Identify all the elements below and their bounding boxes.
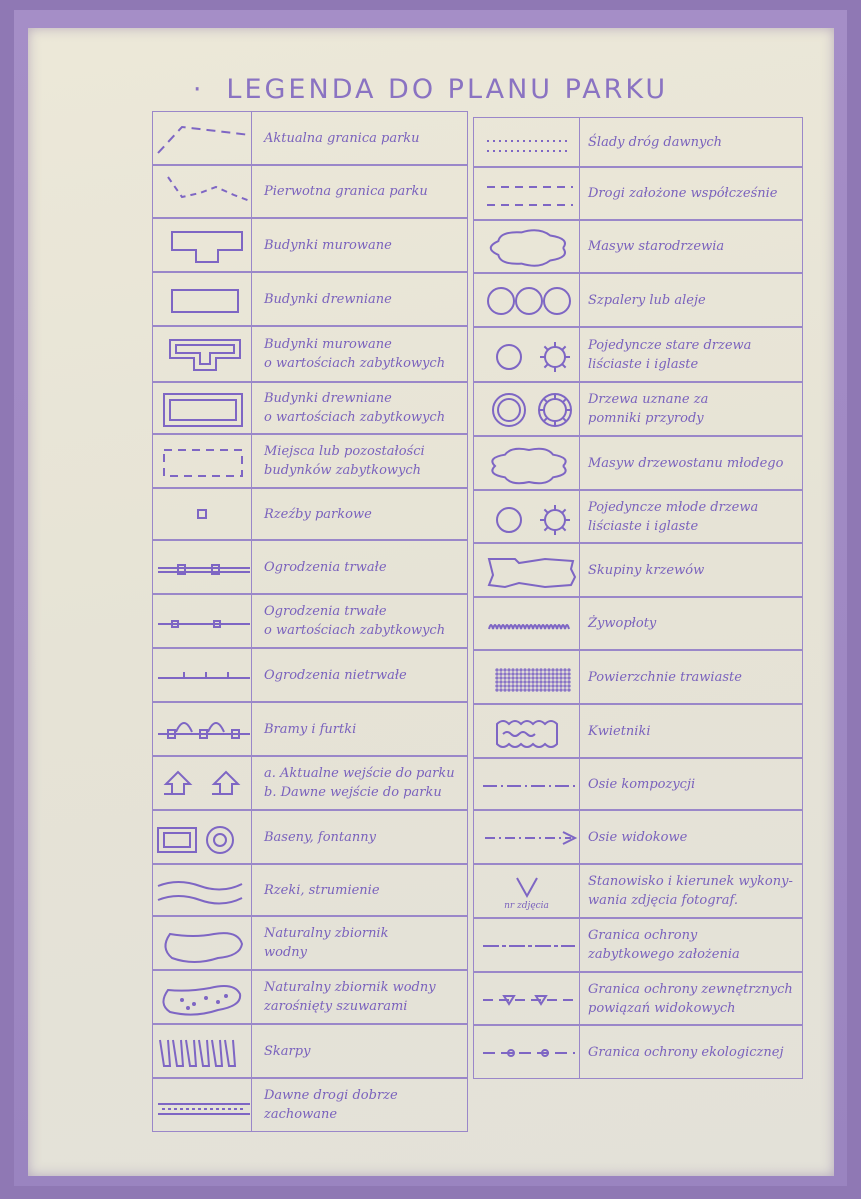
grass-area-icon bbox=[475, 652, 578, 702]
legend-left-label: Baseny, fontanny bbox=[264, 829, 376, 845]
legend-right-label: Granica ochrony zewnętrznych powiązań widokowych bbox=[588, 981, 793, 1016]
shrub-group-icon bbox=[475, 545, 578, 595]
legend-left-label: Budynki drewniane bbox=[264, 291, 392, 307]
overgrown-pond-icon bbox=[154, 972, 250, 1022]
legend-right-label: Żywopłoty bbox=[588, 616, 657, 631]
monument-trees-icon bbox=[475, 384, 578, 434]
legend-right-label: Pojedyncze stare drzewa liściaste i iglaste bbox=[588, 337, 752, 372]
dashed-rectangle-icon bbox=[154, 436, 250, 486]
filled-t-building-icon bbox=[154, 328, 250, 380]
pool-fountain-icon bbox=[154, 812, 250, 862]
legend-title: · LEGENDA DO PLANU PARKU bbox=[192, 74, 669, 105]
view-axis-icon bbox=[475, 812, 578, 862]
tree-row-icon bbox=[475, 275, 578, 325]
legend-left-label: a. Aktualne wejście do parku b. Dawne wejście do parku bbox=[264, 766, 455, 800]
legend-right-label: Drzewa uznane za pomniki przyrody bbox=[588, 392, 709, 426]
escarpment-icon bbox=[154, 1026, 250, 1076]
heavy-fence-icon bbox=[154, 596, 250, 646]
dashed-road-icon bbox=[475, 169, 578, 218]
legend-right-label: Szpalery lub aleje bbox=[588, 292, 706, 308]
legend-right-label: Kwietniki bbox=[588, 723, 651, 739]
legend-left-label: Rzeki, strumienie bbox=[264, 882, 380, 898]
small-square-icon bbox=[154, 490, 250, 538]
photo-number-note: nr zdjęcia bbox=[504, 901, 549, 911]
legend-right-label: Drogi założone współcześnie bbox=[588, 186, 778, 201]
legend-left-label: Pierwotna granica parku bbox=[264, 184, 428, 199]
single-young-trees-icon bbox=[475, 492, 578, 541]
legend-left-label: Naturalny zbiornik wodny bbox=[264, 926, 389, 960]
dashed-zigzag-line-icon bbox=[154, 167, 250, 216]
legend-right-label: Ślady dróg dawnych bbox=[588, 134, 722, 150]
legend-left-label: Bramy i furtki bbox=[264, 721, 357, 737]
legend-right-label: Masyw starodrzewia bbox=[588, 239, 725, 254]
view-protection-boundary-icon bbox=[475, 974, 578, 1023]
composition-axis-icon bbox=[475, 760, 578, 808]
legend-right-label: Pojedyncze młode drzewa liściaste i iglaste bbox=[588, 499, 759, 534]
legend-left-label: Budynki murowane bbox=[264, 237, 392, 253]
legend-left-label: Skarpy bbox=[264, 1043, 311, 1059]
dashed-boundary-line-icon bbox=[154, 113, 250, 163]
hedge-icon bbox=[475, 599, 578, 648]
t-shaped-building-icon bbox=[154, 220, 250, 270]
legend-right-label: Stanowisko i kierunek wykony- wania zdjęcia fotograf. bbox=[588, 874, 793, 908]
flower-bed-icon bbox=[475, 706, 578, 756]
legend-right-label: Skupiny krzewów bbox=[588, 562, 705, 578]
legend-left-label: Budynki murowane o wartościach zabytkowych bbox=[264, 337, 446, 371]
single-old-trees-icon bbox=[475, 329, 578, 380]
legend-left-label: Aktualna granica parku bbox=[264, 130, 420, 146]
legend-right-label: Granica ochrony ekologicznej bbox=[588, 1044, 784, 1060]
legend-left-label: Dawne drogi dobrze zachowane bbox=[264, 1088, 398, 1122]
legend-right-label: Masyw drzewostanu młodego bbox=[588, 455, 784, 471]
pond-icon bbox=[154, 918, 250, 968]
legend-right-label: Granica ochrony zabytkowego założenia bbox=[588, 928, 740, 962]
legend-left-label: Miejsca lub pozostałości budynków zabytkowych bbox=[264, 444, 425, 478]
legend-left-label: Ogrodzenia trwałe bbox=[264, 559, 387, 575]
wavy-river-icon bbox=[154, 866, 250, 914]
young-tree-cluster-icon bbox=[475, 438, 578, 488]
ecological-boundary-icon bbox=[475, 1027, 578, 1077]
legend-title-text: LEGENDA DO PLANU PARKU bbox=[226, 74, 669, 105]
legend-left-label: Ogrodzenia nietrwałe bbox=[264, 667, 407, 683]
gate-icon bbox=[154, 704, 250, 754]
heritage-boundary-icon bbox=[475, 920, 578, 970]
legend-right-label: Osie widokowe bbox=[588, 829, 688, 845]
legend-left-label: Budynki drewniane o wartościach zabytkowych bbox=[264, 391, 446, 425]
legend-left-label: Ogrodzenia trwałe o wartościach zabytkowych bbox=[264, 604, 446, 638]
legend-left-label: Rzeźby parkowe bbox=[264, 506, 372, 522]
rectangle-building-icon bbox=[154, 274, 250, 324]
legend-left-label: Naturalny zbiornik wodny zarośnięty szuwarami bbox=[264, 980, 436, 1014]
tree-cluster-icon bbox=[475, 222, 578, 271]
legend-right-label: Osie kompozycji bbox=[588, 776, 696, 792]
dotted-road-icon bbox=[475, 119, 578, 165]
entrance-arrows-icon bbox=[154, 758, 250, 808]
legend-right-label: Powierzchnie trawiaste bbox=[588, 669, 742, 685]
old-road-icon bbox=[154, 1080, 250, 1130]
double-rectangle-building-icon bbox=[154, 384, 250, 432]
fence-posts-icon bbox=[154, 542, 250, 592]
light-fence-icon bbox=[154, 650, 250, 700]
